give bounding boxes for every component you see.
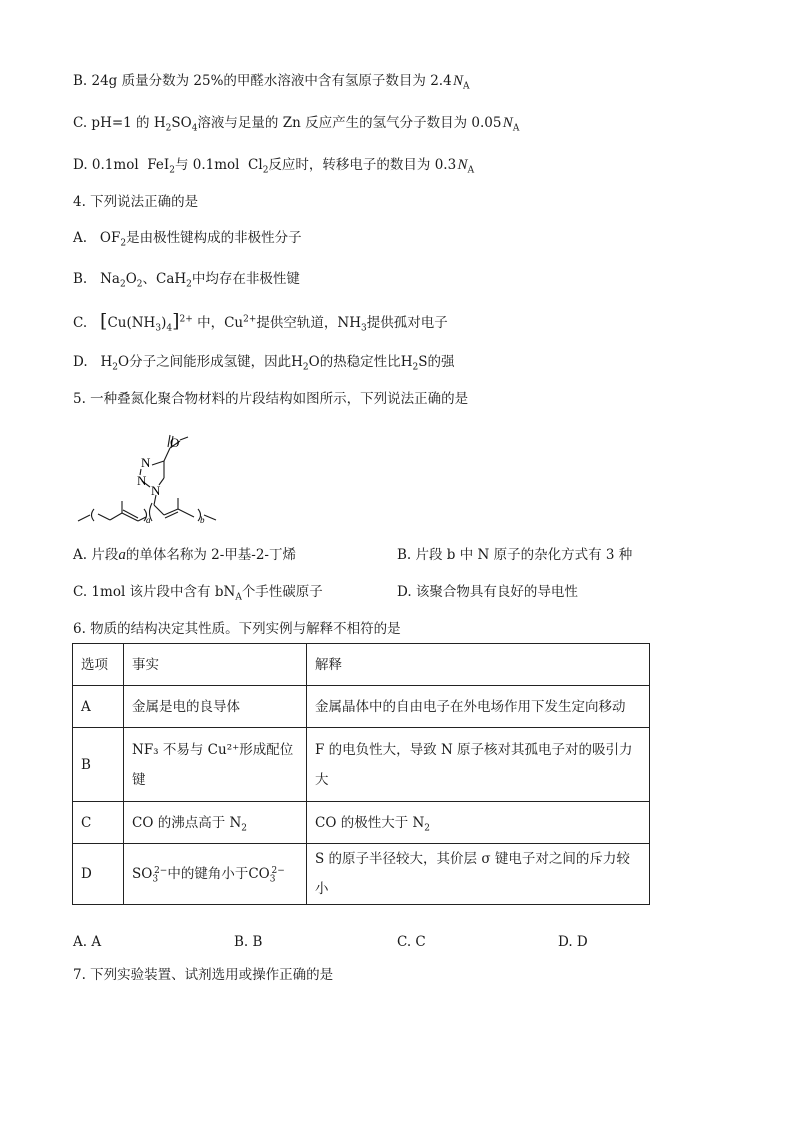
q4-option-a: A. $OF_2$是由极性键构成的非极性分子 <box>73 230 302 249</box>
q4-stem: 4. 下列说法正确的是 <box>73 194 199 210</box>
row-d-option: D <box>73 844 124 905</box>
table-row <box>73 844 650 905</box>
q4-option-a-text: 是由极性键构成的非极性分子 <box>126 230 302 246</box>
q4-option-b: B. $Na_2O_2$、CaH$_2$中均存在非极性键 <box>73 271 300 290</box>
q4-option-d: D. $H_2O$分子之间能形成氢键，因此$H_2O$的热稳定性比$H_2S$的强 <box>73 354 455 373</box>
table-row <box>73 686 650 728</box>
structure-label-n2: N <box>137 473 147 488</box>
table-header-option: 选项 <box>73 644 124 686</box>
row-c-explain: CO 的极性大于 $N_2$ <box>307 802 650 844</box>
q6-answer-d: D. D <box>558 934 588 950</box>
structure-label-o: O <box>170 435 180 450</box>
row-c-fact-text: CO 的沸点高于 N <box>132 814 242 831</box>
structure-label-n1: N <box>141 455 151 470</box>
row-c-option: C <box>73 802 124 844</box>
row-d-fact: $SO_3^{2-}$中的键角小于$CO_3^{2-}$ <box>124 844 307 905</box>
row-b-fact <box>124 728 307 802</box>
q3-option-d-text2: 与 0.1mol <box>174 157 240 173</box>
row-a-explain: 金属晶体中的自由电子在外电场作用下发生定向移动 <box>307 686 650 728</box>
table-header-explain: 解释 <box>307 644 650 686</box>
row-b-explain-line1: F 的电负性大，导致 N 原子核对其孤电子对的吸引力 <box>315 741 633 758</box>
q6-answer-c: C. C <box>397 934 426 950</box>
q7-stem: 7. 下列实验装置、试剂选用或操作正确的是 <box>73 967 334 983</box>
q3-option-c-text2: 溶液与足量的 Zn 反应产生的氢气分子数目为 0.05 <box>197 115 502 131</box>
q5-option-a-text2: 的单体名称为 2-甲基-2-丁烯 <box>125 547 296 563</box>
row-d-explain: S 的原子半径较大，其价层 σ 键电子对之间的斥力较小 <box>307 844 650 905</box>
row-b-fact-line1: NF₃ 不易与 Cu²⁺形成配位 <box>132 741 294 758</box>
structure-label-n3: N <box>151 483 161 498</box>
row-a-fact: 金属是电的良导体 <box>124 686 307 728</box>
row-a-option: A <box>73 686 124 728</box>
q4-option-c-text2: 提供空轨道， <box>256 315 338 331</box>
q4-option-b-text: 中均存在非极性键 <box>191 271 300 287</box>
q4-option-d-text3: 的强 <box>427 354 455 370</box>
table-header-fact: 事实 <box>124 644 307 686</box>
q4-option-d-text2: 的热稳定性比 <box>319 354 401 370</box>
row-d-fact-text: 中的键角小于 <box>167 866 249 882</box>
q5-option-d: D. 该聚合物具有良好的导电性 <box>397 584 578 600</box>
row-b-fact-line2: 键 <box>132 771 146 788</box>
q4-option-c-text1: 中，Cu <box>197 315 244 331</box>
table-header-row <box>73 644 650 686</box>
q5-option-c: C. 1mol 该片段中含有 $bN_A$个手性碳原子 <box>73 584 323 603</box>
q6-answer-a: A. A <box>73 934 102 950</box>
q3-option-b: B. 24g 质量分数为 25%的甲醛水溶液中含有氢原子数目为 2.4 $N_A$ <box>73 73 470 92</box>
q5-option-a-text1: A. 片段 <box>73 547 119 563</box>
q3-option-d-text1: D. 0.1mol <box>73 157 139 173</box>
q3-option-b-text: B. 24g 质量分数为 25%的甲醛水溶液中含有氢原子数目为 2.4 <box>73 73 452 89</box>
q3-option-d: D. 0.1mol FeI$_2$与 0.1mol $Cl_2$反应时，转移电子的数目为 0.3 $N_A$ <box>73 157 475 176</box>
q4-option-c: C. $[Cu(NH_3)_4]^{2+}$ 中，$Cu^{2+}$提供空轨道，$NH_3$提供孤对电子 <box>73 310 448 334</box>
q5-option-c-text1: C. 1mol 该片段中含有 b <box>73 584 224 600</box>
row-c-explain-text: CO 的极性大于 N <box>315 814 425 831</box>
table-row <box>73 728 650 802</box>
polymer-structure <box>70 425 230 525</box>
structure-label-b: b <box>200 515 205 525</box>
q3-option-d-text3: 反应时，转移电子的数目为 0.3 <box>268 157 457 173</box>
q6-answer-b: B. B <box>234 934 263 950</box>
row-b-explain-line2: 大 <box>315 771 329 788</box>
q6-stem: 6. 物质的结构决定其性质。下列实例与解释不相符的是 <box>73 621 401 637</box>
row-b-option: B <box>73 728 124 802</box>
row-c-fact: CO 的沸点高于 $N_2$ <box>124 802 307 844</box>
q5-option-b: B. 片段 b 中 N 原子的杂化方式有 3 种 <box>397 547 633 563</box>
q3-option-c-text1: C. pH=1 的 <box>73 115 150 131</box>
structure-label-a: a <box>146 515 151 525</box>
q4-option-d-text1: 分子之间能形成氢键，因此 <box>129 354 292 370</box>
q5-stem: 5. 一种叠氮化聚合物材料的片段结构如图所示，下列说法正确的是 <box>73 391 469 407</box>
q5-option-c-text2: 个手性碳原子 <box>241 584 323 600</box>
row-b-explain <box>307 728 650 802</box>
q4-option-c-text3: 提供孤对电子 <box>366 315 448 331</box>
table-row <box>73 802 650 844</box>
q3-option-c: C. pH=1 的 $H_2SO_4$溶液与足量的 Zn 反应产生的氢气分子数目为 0.05 $N_A$ <box>73 115 520 134</box>
q6-table <box>72 643 650 905</box>
q5-option-a: A. 片段a的单体名称为 2-甲基-2-丁烯 <box>73 547 296 563</box>
